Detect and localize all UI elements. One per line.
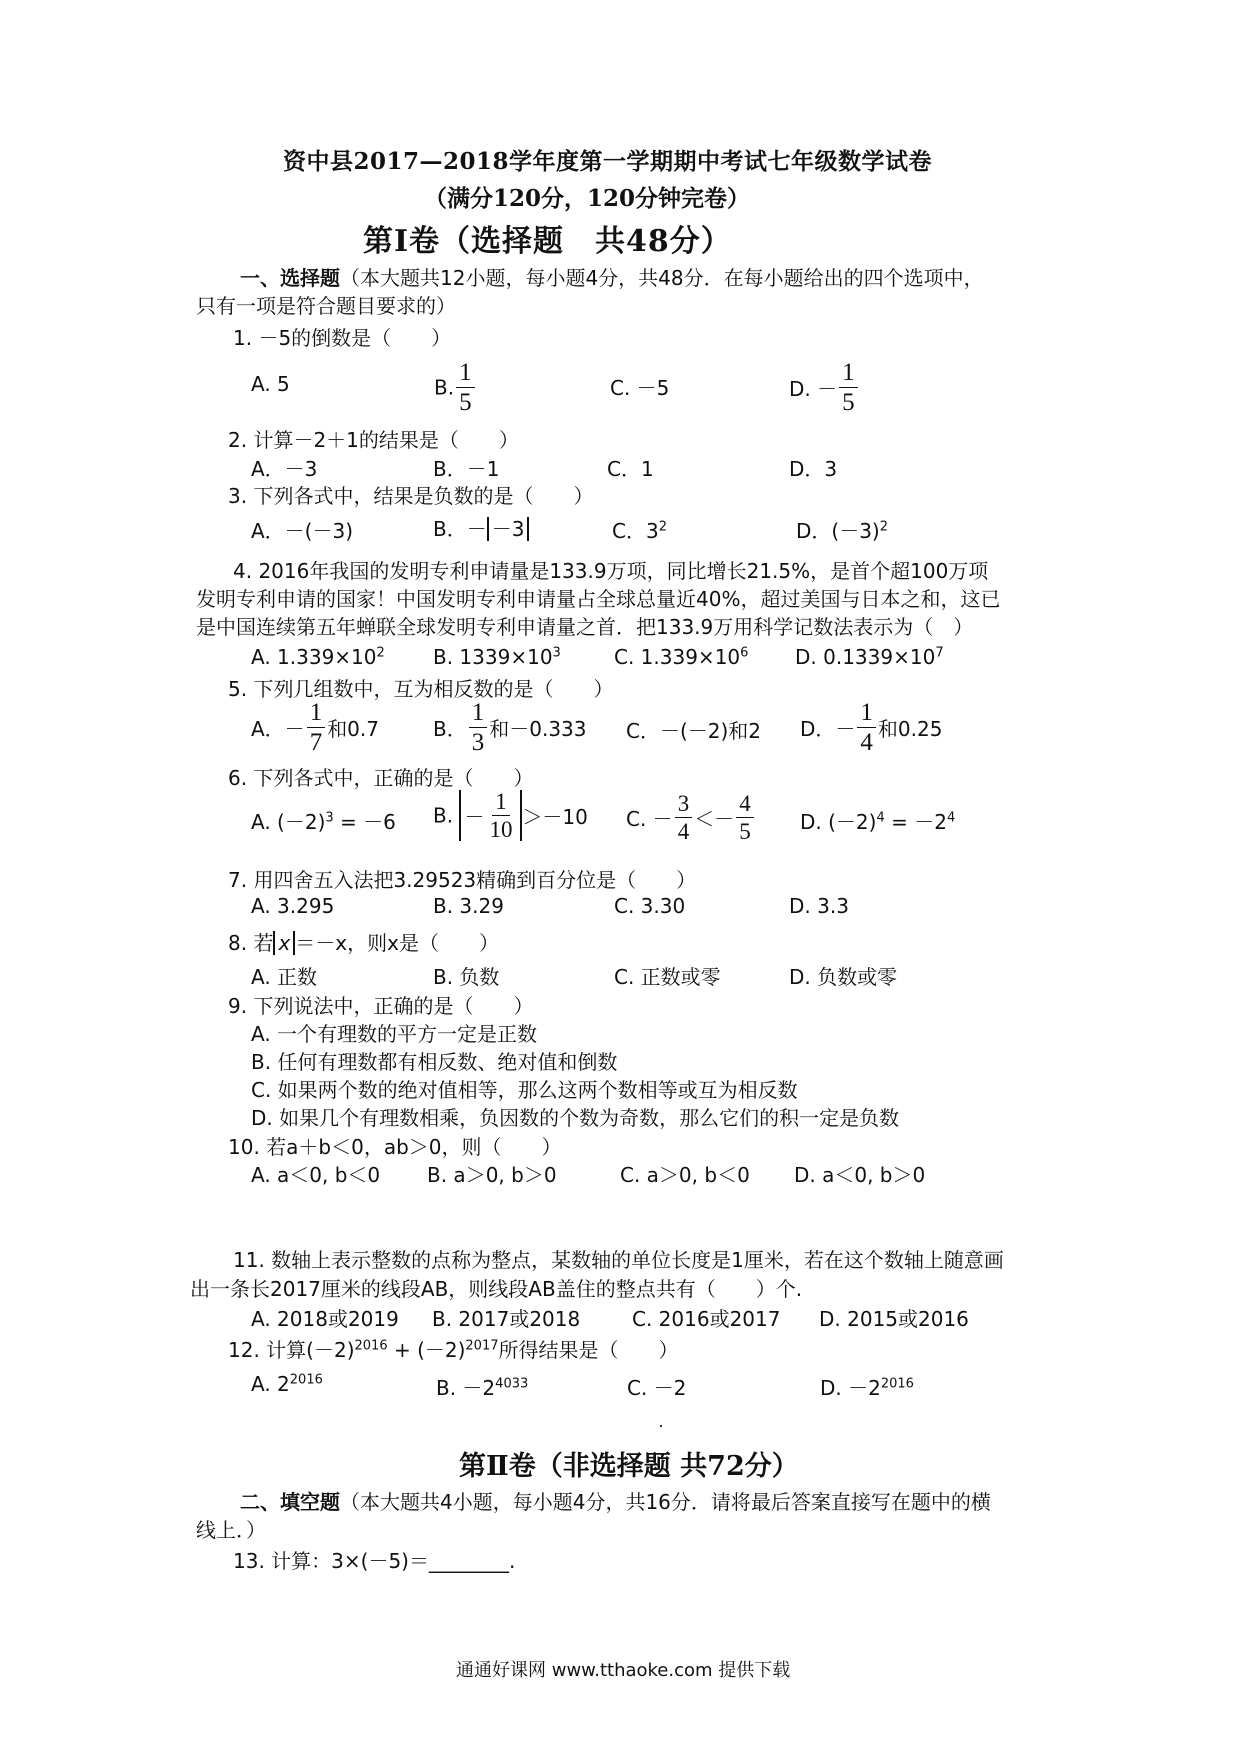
q6-d-exponent-2: 4 [946, 810, 956, 826]
q3-stem: 3. 下列各式中，结果是负数的是（ ） [228, 484, 594, 508]
q11-line-2: 出一条长2017厘米的线段AB，则线段AB盖住的整点共有（ ）个. [190, 1277, 803, 1301]
q12-stem [228, 1334, 679, 1363]
q3-b-label: B．－ [433, 517, 487, 541]
q1-b-numerator: 1 [456, 360, 475, 388]
q5-b-denominator: 3 [471, 729, 485, 756]
q8-option-c: C. 正数或零 [614, 965, 721, 989]
q3-option-b [433, 513, 529, 542]
q4-line-3: 是中国连续第五年蝉联全球发明专利申请量之首．把133.9万用科学记数法表示为（ ） [196, 615, 974, 639]
q3-d-exponent: 2 [879, 519, 889, 535]
q1-b-label: B. [434, 375, 455, 400]
q3-b-abs-value: －3 [487, 517, 530, 541]
q5-a-denominator: 7 [309, 729, 323, 756]
q4-c-exponent: 6 [740, 645, 749, 661]
q4-option-b [433, 645, 561, 669]
q9-option-a: A. 一个有理数的平方一定是正数 [251, 1022, 538, 1046]
q9-stem: 9. 下列说法中，正确的是（ ） [228, 994, 534, 1018]
q3-option-a: A．－(－3) [251, 519, 354, 543]
q3-option-c [612, 515, 667, 544]
q6-option-b [433, 790, 588, 841]
q2-option-b: B．－1 [433, 457, 500, 481]
q11-option-c: C. 2016或2017 [632, 1307, 781, 1331]
q5-b-fraction [469, 700, 488, 755]
q1-option-d [789, 360, 860, 415]
q5-d-tail: 和0.25 [877, 717, 943, 741]
q6-b-minus: － [464, 805, 485, 829]
q8-option-a: A. 正数 [251, 965, 318, 989]
q6-a-text: A. (－2) [251, 810, 326, 834]
q6-c-denominator-2: 5 [739, 819, 751, 844]
q12-stem-pre: 12. 计算(－2) [228, 1338, 355, 1362]
q6-c-label: C. － [626, 807, 673, 831]
q6-option-a [251, 806, 396, 835]
q11-option-d: D. 2015或2016 [819, 1307, 969, 1331]
q2-option-a: A．－3 [251, 457, 318, 481]
exam-subtitle: （满分120分，120分钟完卷） [424, 185, 751, 212]
section-2-intro-line-2: 线上．） [196, 1518, 266, 1542]
q9-option-b: B. 任何有理数都有相反数、绝对值和倒数 [251, 1050, 618, 1074]
q6-b-label: B. [433, 803, 460, 828]
q5-d-fraction [857, 700, 876, 755]
q1-b-fraction [456, 360, 475, 415]
section-1-intro-line-1 [240, 262, 984, 291]
q6-c-numerator-2: 4 [736, 792, 754, 818]
q5-option-c: C．－(－2)和2 [626, 719, 762, 743]
q6-c-fraction-2 [736, 792, 754, 843]
q5-d-label: D．－ [800, 717, 856, 741]
q6-d-exponent: 4 [876, 810, 885, 826]
q6-c-mid: ＜－ [694, 807, 735, 831]
q5-d-numerator: 1 [857, 700, 876, 728]
section-1-intro-text: （本大题共12小题，每小题4分，共48分．在每小题给出的四个选项中， [340, 266, 984, 290]
q2-option-c: C．1 [607, 457, 654, 481]
q9-option-c: C. 如果两个数的绝对值相等，那么这两个数相等或互为相反数 [251, 1078, 798, 1102]
q4-d-text: D. 0.1339×10 [795, 645, 936, 669]
q5-b-numerator: 1 [469, 700, 488, 728]
q12-exponent-1: 2016 [354, 1338, 388, 1354]
q11-option-b: B. 2017或2018 [432, 1307, 581, 1331]
section-2-intro-line-1 [240, 1486, 991, 1515]
q11-line-1: 11. 数轴上表示整数的点称为整点，某数轴的单位长度是1厘米，若在这个数轴上随意画 [233, 1248, 1004, 1272]
q6-d-mid: = －2 [884, 810, 947, 834]
q1-option-b [434, 360, 477, 415]
q10-option-b: B. a＞0, b＞0 [427, 1163, 557, 1187]
q5-stem: 5. 下列几组数中，互为相反数的是（ ） [228, 677, 614, 701]
q4-option-c [614, 645, 748, 669]
q10-option-a: A. a＜0, b＜0 [251, 1163, 381, 1187]
exam-title: 资中县2017—2018学年度第一学期期中考试七年级数学试卷 [283, 148, 933, 175]
section-2-heading: 第Ⅱ卷（非选择题 共72分） [459, 1451, 799, 1482]
q7-option-b: B. 3.29 [433, 894, 504, 918]
footer-source: 通通好课网 www.tthaoke.com 提供下载 [456, 1660, 791, 1681]
q5-a-label: A．－ [251, 717, 305, 741]
q4-a-text: A. 1.339×10 [251, 645, 377, 669]
q12-a-text: A. 2 [251, 1372, 290, 1396]
q1-option-a: A. 5 [251, 372, 290, 396]
q3-option-d [796, 515, 888, 544]
q5-b-label: B． [433, 717, 467, 741]
q10-option-d: D. a＜0, b＞0 [794, 1163, 926, 1187]
section-1-heading: 第Ⅰ卷（选择题 共48分） [363, 224, 732, 259]
q12-b-exponent: 4033 [495, 1376, 529, 1392]
q1-stem: 1. －5的倒数是（ ） [233, 326, 452, 350]
q3-c-exponent: 2 [658, 519, 667, 535]
q8-option-d: D. 负数或零 [789, 965, 898, 989]
q12-a-exponent: 2016 [289, 1372, 323, 1388]
q6-b-abs-value [459, 790, 522, 841]
q7-option-d: D. 3.3 [789, 894, 849, 918]
q1-d-numerator: 1 [839, 360, 858, 388]
q6-option-c [626, 792, 756, 843]
q2-option-d: D．3 [789, 457, 838, 481]
q6-a-exponent: 3 [325, 810, 334, 826]
q1-d-fraction [839, 360, 858, 415]
q5-option-b [433, 700, 587, 755]
q8-abs-x: x [273, 931, 295, 955]
q3-d-label: D．(－3) [796, 519, 880, 543]
q12-option-b [436, 1372, 528, 1401]
q8-option-b: B. 负数 [433, 965, 500, 989]
q1-d-denominator: 5 [842, 389, 855, 416]
q12-option-d [820, 1372, 914, 1401]
q12-d-text: D. －2 [820, 1376, 881, 1400]
q6-option-d [800, 806, 955, 835]
q4-c-text: C. 1.339×10 [614, 645, 741, 669]
q8-stem-post: ＝－x，则x是（ ） [295, 931, 499, 955]
q12-d-exponent: 2016 [880, 1376, 914, 1392]
q10-option-c: C. a＞0, b＜0 [620, 1163, 750, 1187]
q7-option-a: A. 3.295 [251, 894, 335, 918]
section-2-intro-text: （本大题共4小题，每小题4分，共16分．请将最后答案直接写在题中的横 [340, 1490, 991, 1514]
q6-b-tail: ＞－10 [522, 805, 588, 829]
q5-a-numerator: 1 [307, 700, 326, 728]
q12-b-text: B. －2 [436, 1376, 496, 1400]
q12-stem-post: 所得结果是（ ） [498, 1338, 679, 1362]
q6-c-denominator-1: 4 [677, 819, 690, 844]
q12-exponent-2: 2017 [465, 1338, 499, 1354]
section-2-label: 二、填空题 [240, 1490, 340, 1514]
q5-option-a [251, 700, 379, 755]
q12-option-a [251, 1372, 323, 1396]
q6-a-tail: = －6 [333, 810, 396, 834]
q5-a-fraction [307, 700, 326, 755]
q13-stem: 13. 计算：3×(－5)＝________. [233, 1549, 516, 1573]
q3-c-label: C．3 [612, 519, 659, 543]
q4-a-exponent: 2 [376, 645, 385, 661]
q4-b-text: B. 1339×10 [433, 645, 553, 669]
q5-b-tail: 和－0.333 [489, 717, 587, 741]
q7-option-c: C. 3.30 [614, 894, 686, 918]
q6-stem: 6. 下列各式中，正确的是（ ） [228, 766, 534, 790]
q12-stem-mid: + (－2) [387, 1338, 466, 1362]
q10-stem: 10. 若a＋b＜0，ab＞0，则（ ） [228, 1135, 562, 1159]
q6-c-numerator-1: 3 [675, 792, 693, 818]
q1-d-label: D. － [789, 377, 838, 401]
q4-line-2: 发明专利申请的国家！中国发明专利申请量占全球总量近40%，超过美国与日本之和，这已 [196, 587, 1001, 611]
q12-option-c: C. －2 [627, 1376, 687, 1400]
q4-line-1: 4. 2016年我国的发明专利申请量是133.9万项，同比增长21.5%，是首个超100万项 [233, 559, 989, 583]
q4-option-d [795, 645, 944, 669]
q6-d-text: D. (－2) [800, 810, 877, 834]
q5-a-tail: 和0.7 [327, 717, 379, 741]
q7-stem: 7. 用四舍五入法把3.29523精确到百分位是（ ） [228, 868, 697, 892]
q5-d-denominator: 4 [860, 729, 873, 756]
q6-b-fraction [486, 790, 515, 841]
scan-speck [660, 1425, 662, 1427]
q4-option-a [251, 645, 385, 669]
q1-b-denominator: 5 [459, 389, 472, 416]
q6-c-fraction-1 [675, 792, 693, 843]
q4-d-exponent: 7 [935, 645, 944, 661]
q6-b-denominator: 10 [489, 817, 513, 842]
section-1-label: 一、选择题 [240, 266, 340, 290]
q8-stem [228, 927, 499, 956]
q2-stem: 2. 计算－2＋1的结果是（ ） [228, 428, 519, 452]
q5-option-d [800, 700, 942, 755]
q8-stem-pre: 8. 若 [228, 931, 274, 955]
q6-b-numerator: 1 [492, 790, 510, 816]
q1-option-c: C. －5 [610, 376, 670, 400]
q4-b-exponent: 3 [552, 645, 561, 661]
q9-option-d: D. 如果几个有理数相乘，负因数的个数为奇数，那么它们的积一定是负数 [251, 1106, 900, 1130]
section-1-intro-line-2: 只有一项是符合题目要求的） [196, 294, 456, 318]
q11-option-a: A. 2018或2019 [251, 1307, 399, 1331]
